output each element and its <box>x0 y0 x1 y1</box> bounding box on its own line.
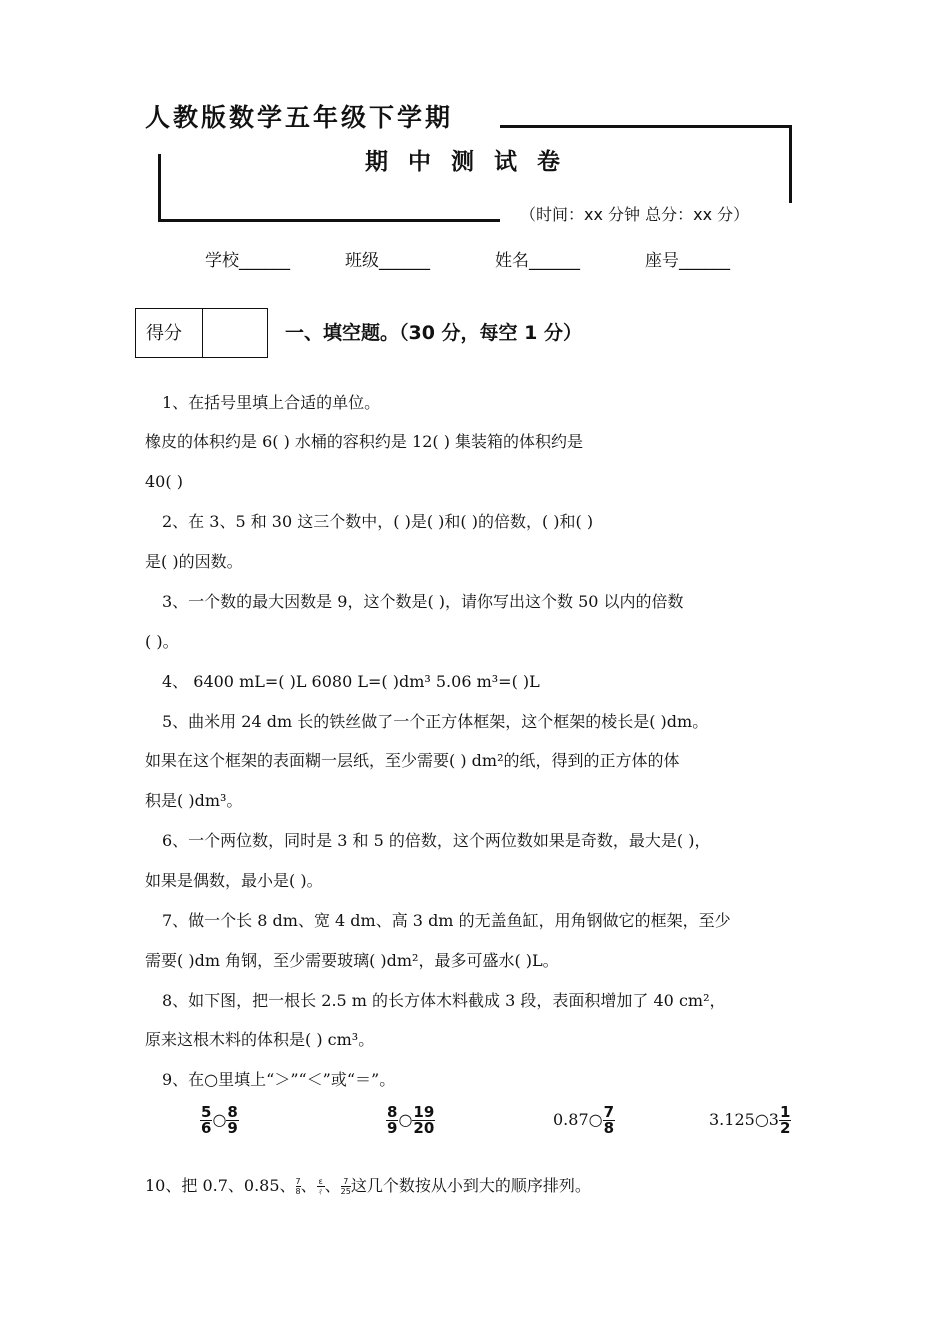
q1-line2: 橡皮的体积约是 6( ) 水桶的容积约是 12( ) 集装箱的体积约是 <box>145 432 584 451</box>
q8-line2: 原来这根木料的体积是( ) cm³。 <box>145 1030 375 1049</box>
exam-time-score: （时间：xx 分钟 总分：xx 分） <box>520 205 750 224</box>
title-rule-right <box>789 125 792 203</box>
q1-line3: 40( ) <box>145 472 183 491</box>
q10-prefix: 10、把 0.7、0.85、 <box>145 1176 296 1195</box>
fraction: $\frac{8}{9}$ <box>387 1103 398 1137</box>
seat-number-field: 座号______ <box>645 251 730 271</box>
q5-line3: 积是( )dm³。 <box>145 791 243 810</box>
name-field: 姓名______ <box>495 251 580 271</box>
q6-line1: 6、一个两位数，同时是 3 和 5 的倍数，这个两位数如果是奇数，最大是( )， <box>162 831 711 850</box>
q6-line2: 如果是偶数，最小是( )。 <box>145 871 323 890</box>
fraction: $\frac{19}{20}$ <box>413 1103 435 1137</box>
q10-suffix: 这几个数按从小到大的顺序排列。 <box>350 1176 591 1195</box>
q10-line1 <box>145 1176 591 1196</box>
compare-circle: ○ <box>212 1110 227 1129</box>
decimal-value: 3.125 <box>709 1110 755 1129</box>
title-rule-top <box>500 125 792 128</box>
q3-line1: 3、一个数的最大因数是 9，这个数是( )，请你写出这个数 50 以内的倍数 <box>162 592 684 611</box>
q10-separator: 、 <box>324 1176 341 1195</box>
score-box-divider <box>202 309 203 357</box>
fraction: $\frac{8}{9}$ <box>227 1103 238 1137</box>
q5-line1: 5、曲米用 24 dm 长的铁丝做了一个正方体框架，这个框架的棱长是( )dm。 <box>162 712 709 731</box>
q9-item-4 <box>709 1105 791 1136</box>
small-fraction: $\frac{7}{8}$ <box>295 1177 301 1196</box>
fraction: $\frac{7}{8}$ <box>603 1103 615 1137</box>
q8-line1: 8、如下图，把一根长 2.5 m 的长方体木料截成 3 段，表面积增加了 40 cm²， <box>162 991 726 1010</box>
compare-circle: ○ <box>398 1110 413 1129</box>
fraction: $\frac{1}{2}$ <box>779 1103 791 1137</box>
q2-line1: 2、在 3、5 和 30 这三个数中，( )是( )和( )的倍数，( )和( ) <box>162 512 594 531</box>
compare-circle: ○ <box>754 1110 769 1129</box>
small-fraction: ε ㄔ <box>316 1177 325 1196</box>
q10-separator: 、 <box>300 1176 317 1195</box>
q9-item-2 <box>386 1105 435 1136</box>
exam-title-line2: 期中测试卷 <box>365 149 580 175</box>
section1-title: 一、填空题。（30 分，每空 1 分） <box>285 322 583 344</box>
q5-line2: 如果在这个框架的表面糊一层纸，至少需要( ) dm²的纸，得到的正方体的体 <box>145 751 680 770</box>
q1-line1: 1、在括号里填上合适的单位。 <box>162 393 381 412</box>
decimal-value: 0.87 <box>553 1110 589 1129</box>
q7-line1: 7、做一个长 8 dm、宽 4 dm、高 3 dm 的无盖鱼缸，用角钢做它的框架，至少 <box>162 911 731 930</box>
q9-item-1 <box>200 1105 239 1136</box>
mixed-whole: 3 <box>768 1110 779 1129</box>
score-box <box>135 308 268 358</box>
class-field: 班级______ <box>345 251 430 271</box>
fraction: $\frac{5}{6}$ <box>201 1103 212 1137</box>
title-rule-bottom <box>158 219 500 222</box>
title-rule-left <box>158 154 161 222</box>
q4-line1: 4、 6400 mL=( )L 6080 L=( )dm³ 5.06 m³=( )L <box>162 672 540 691</box>
q9-item-3 <box>553 1105 615 1136</box>
compare-circle: ○ <box>588 1110 603 1129</box>
small-fraction: $\frac{7}{25}$ <box>340 1177 351 1196</box>
school-field: 学校______ <box>205 251 290 271</box>
q9-line1: 9、在○里填上“＞”“＜”或“＝”。 <box>162 1070 396 1089</box>
exam-title-line1: 人教版数学五年级下学期 <box>145 103 454 132</box>
q3-line2: ( )。 <box>145 632 179 651</box>
q7-line2: 需要( )dm 角钢，至少需要玻璃( )dm²，最多可盛水( )L。 <box>145 951 559 970</box>
q2-line2: 是( )的因数。 <box>145 552 243 571</box>
score-label: 得分 <box>146 323 182 344</box>
